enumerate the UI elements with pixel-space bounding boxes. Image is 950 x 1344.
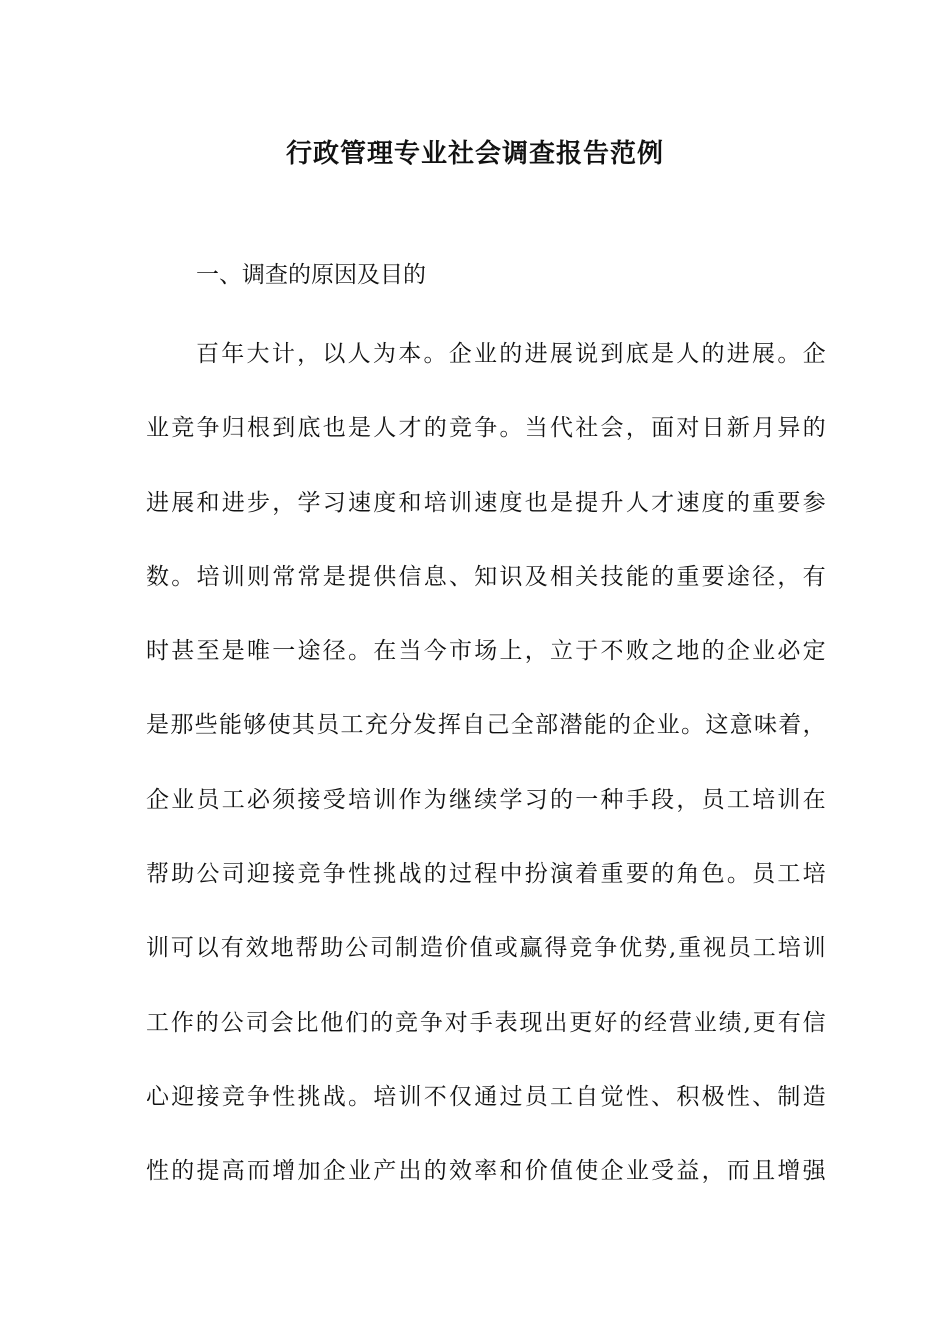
paragraph-line: 业竞争归根到底也是人才的竞争。当代社会，面对日新月异的 xyxy=(146,415,826,442)
paragraph-line: 是那些能够使其员工充分发挥自己全部潜能的企业。这意味着， xyxy=(146,712,826,739)
paragraph-line: 工作的公司会比他们的竞争对手表现出更好的经营业绩,更有信 xyxy=(146,1009,826,1036)
document-title: 行政管理专业社会调查报告范例 xyxy=(285,139,664,169)
paragraph-line: 企业员工必须接受培训作为继续学习的一种手段，员工培训在 xyxy=(146,786,826,813)
paragraph-line: 心迎接竞争性挑战。培训不仅通过员工自觉性、积极性、制造 xyxy=(146,1083,826,1110)
paragraph-line: 数。培训则常常是提供信息、知识及相关技能的重要途径，有 xyxy=(146,563,826,590)
section-heading: 一、调查的原因及目的 xyxy=(196,262,426,288)
body-paragraph xyxy=(146,334,826,1226)
paragraph-line: 性的提高而增加企业产出的效率和价值使企业受益，而且增强 xyxy=(146,1158,826,1185)
paragraph-line: 百年大计，以人为本。企业的进展说到底是人的进展。企 xyxy=(196,341,826,367)
paragraph-line: 时甚至是唯一途径。在当今市场上，立于不败之地的企业必定 xyxy=(146,638,826,665)
paragraph-line: 进展和进步，学习速度和培训速度也是提升人才速度的重要参 xyxy=(146,489,826,516)
paragraph-line: 训可以有效地帮助公司制造价值或赢得竞争优势,重视员工培训 xyxy=(146,935,826,962)
paragraph-line: 帮助公司迎接竞争性挑战的过程中扮演着重要的角色。员工培 xyxy=(146,861,826,888)
